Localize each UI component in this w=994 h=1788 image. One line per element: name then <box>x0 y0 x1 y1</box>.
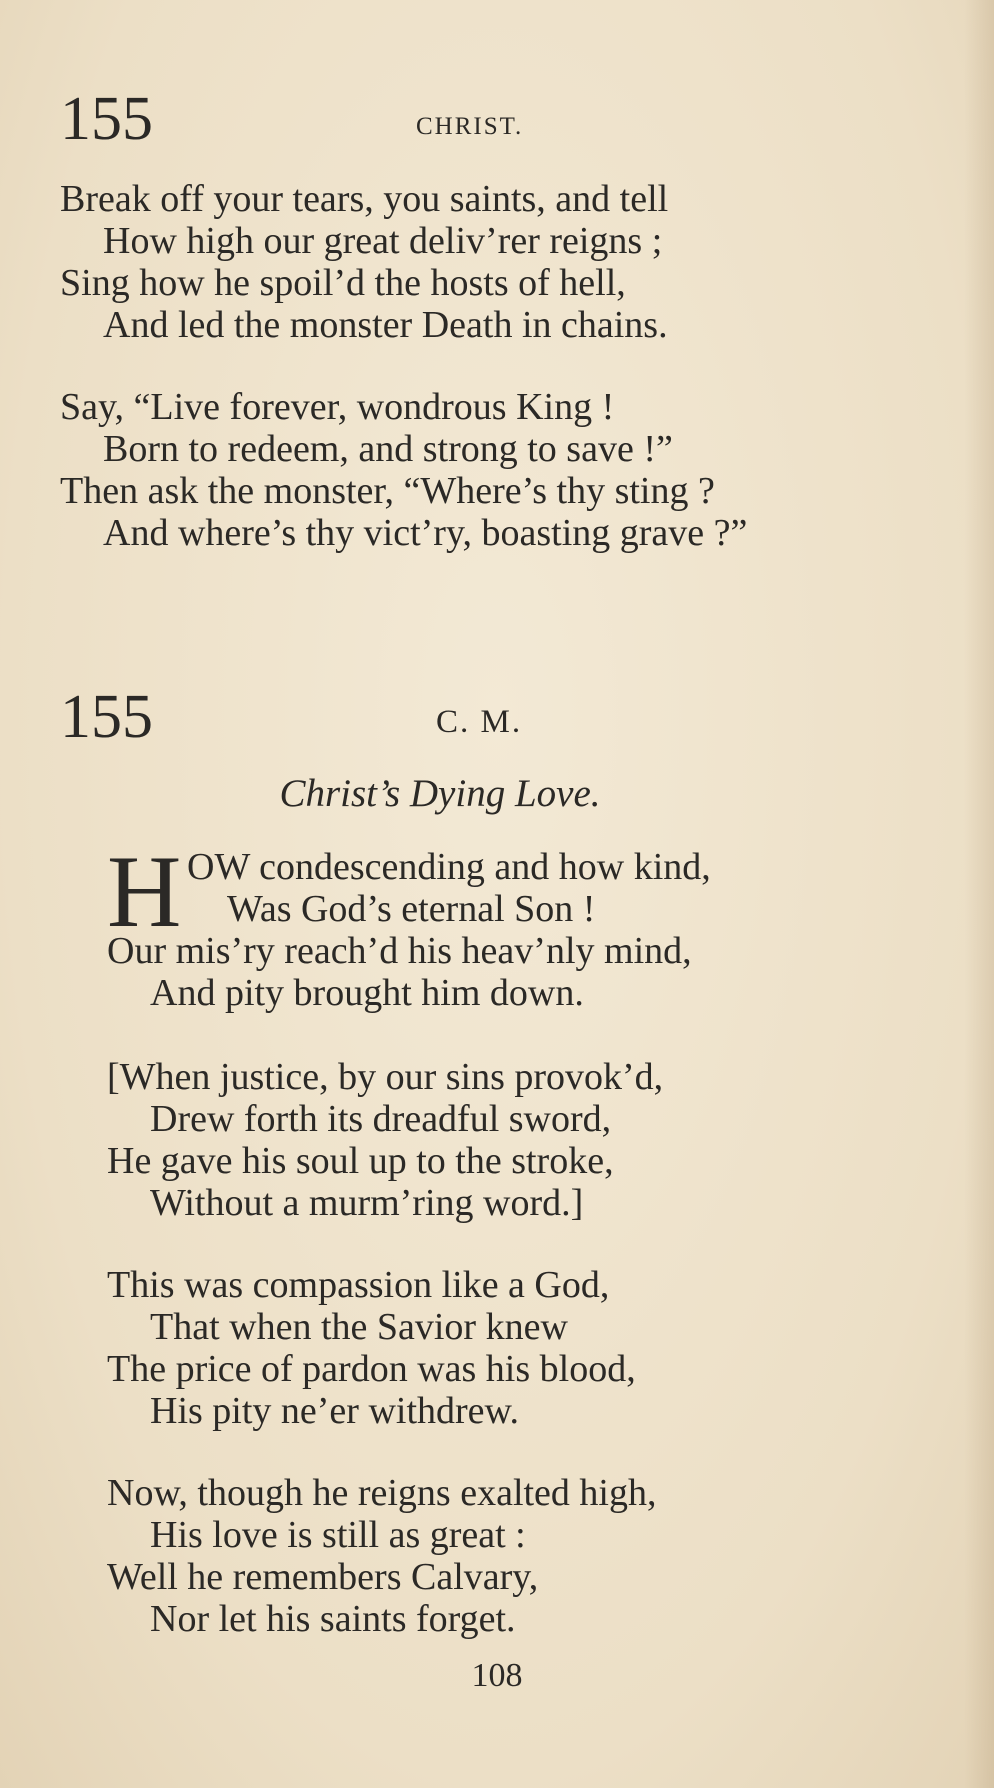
running-header <box>60 84 940 154</box>
verse-line: Break off your tears, you saints, and tell <box>60 178 669 220</box>
hymn-number: 155 <box>60 683 153 751</box>
verse-line: Sing how he spoil’d the hosts of hell, <box>60 262 626 304</box>
header-title: CHRIST. <box>416 113 524 140</box>
header-hymn-number: 155 <box>60 85 153 153</box>
page-number: 108 <box>471 1657 523 1694</box>
verse-line: [When justice, by our sins provok’d, <box>107 1056 664 1098</box>
verse-line: Now, though he reigns exalted high, <box>107 1472 657 1514</box>
verse-line: His pity ne’er withdrew. <box>150 1390 519 1432</box>
verse-line: This was compassion like a God, <box>107 1264 610 1306</box>
verse-line: Nor let his saints forget. <box>150 1598 516 1640</box>
stanza <box>107 1056 937 1224</box>
verse-line: Without a murm’ring word.] <box>150 1182 584 1224</box>
hymn-heading <box>60 682 940 762</box>
verse-line: OW condescending and how kind, <box>187 846 711 888</box>
drop-cap: H <box>107 835 182 949</box>
stanza <box>60 178 940 346</box>
verse-line: Well he remembers Calvary, <box>107 1556 539 1598</box>
verse-line: That when the Savior knew <box>150 1306 568 1348</box>
verse-line: Then ask the monster, “Where’s thy sting ? <box>60 470 715 512</box>
verse-line: Drew forth its dreadful sword, <box>150 1098 612 1140</box>
verse-line: Born to redeem, and strong to save !” <box>103 428 673 470</box>
verse-line: How high our great deliv’rer reigns ; <box>103 220 663 262</box>
verse-line: Say, “Live forever, wondrous King ! <box>60 386 615 428</box>
verse-line: Our mis’ry reach’d his heav’nly mind, <box>107 930 692 972</box>
hymn-meter: C. M. <box>436 704 523 740</box>
verse-line: And where’s thy vict’ry, boasting grave ?” <box>103 512 748 554</box>
verse-line: The price of pardon was his blood, <box>107 1348 636 1390</box>
stanza <box>60 386 940 554</box>
verse-line: His love is still as great : <box>150 1514 526 1556</box>
hymn-title: Christ’s Dying Love. <box>279 772 601 815</box>
verse-line: And led the monster Death in chains. <box>103 304 668 346</box>
stanza <box>107 1472 937 1640</box>
verse-line: He gave his soul up to the stroke, <box>107 1140 614 1182</box>
stanza <box>107 1264 937 1432</box>
page-edge-shadow <box>964 0 994 1788</box>
verse-line: Was God’s eternal Son ! <box>227 888 596 930</box>
verse-line: And pity brought him down. <box>150 972 584 1014</box>
